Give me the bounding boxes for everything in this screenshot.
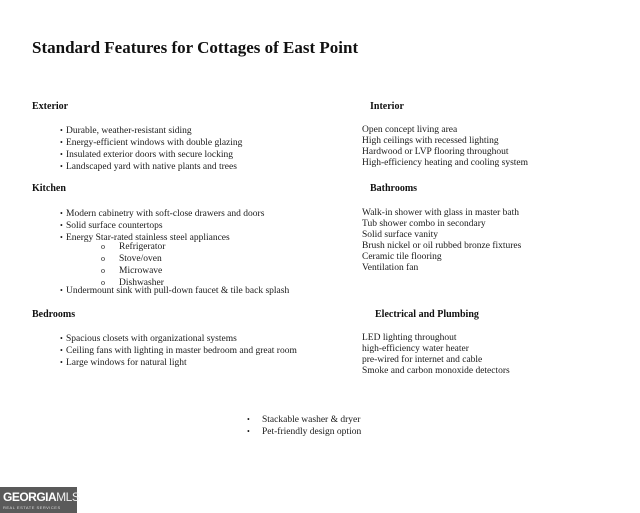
logo-suffix: MLS bbox=[56, 490, 80, 504]
bathrooms-list bbox=[362, 208, 521, 274]
list-item: LED lighting throughout bbox=[362, 333, 457, 343]
list-item: • Stackable washer & dryer bbox=[247, 414, 361, 426]
interior-heading: Interior bbox=[370, 101, 404, 112]
list-item: • Solid surface countertops bbox=[60, 220, 264, 232]
logo-tagline: REAL ESTATE SERVICES bbox=[3, 505, 61, 510]
bedrooms-list bbox=[60, 333, 297, 369]
list-item: Tub shower combo in secondary bbox=[362, 219, 486, 229]
list-item: • Pet-friendly design option bbox=[247, 426, 361, 438]
list-item: • Undermount sink with pull-down faucet & tile back splash bbox=[60, 285, 289, 297]
list-item: • Large windows for natural light bbox=[60, 357, 297, 369]
list-item: Hardwood or LVP flooring throughout bbox=[362, 147, 509, 157]
kitchen-list-last bbox=[60, 285, 289, 297]
logo-brand: GEORGIA bbox=[3, 490, 57, 504]
exterior-heading: Exterior bbox=[32, 101, 69, 112]
list-item: o Dishwasher bbox=[101, 277, 165, 289]
list-item: o Refrigerator bbox=[101, 241, 165, 253]
kitchen-heading: Kitchen bbox=[32, 183, 66, 194]
electrical-list bbox=[362, 333, 510, 377]
list-item: High-efficiency heating and cooling system bbox=[362, 158, 529, 168]
list-item: High ceilings with recessed lighting bbox=[362, 136, 499, 146]
bathrooms-heading: Bathrooms bbox=[370, 183, 418, 194]
extras-list bbox=[247, 414, 361, 438]
bedrooms-heading: Bedrooms bbox=[32, 309, 76, 320]
list-item: • Energy-efficient windows with double glazing bbox=[60, 137, 242, 149]
list-item: Walk-in shower with glass in master bath bbox=[362, 208, 520, 218]
list-item: Brush nickel or oil rubbed bronze fixtures bbox=[362, 241, 522, 251]
list-item: • Durable, weather-resistant siding bbox=[60, 125, 242, 137]
list-item: o Stove/oven bbox=[101, 253, 165, 265]
appliance-sublist bbox=[63, 241, 165, 289]
list-item: Smoke and carbon monoxide detectors bbox=[362, 366, 510, 376]
list-item: Open concept living area bbox=[362, 125, 458, 135]
list-item: Ventilation fan bbox=[362, 263, 419, 273]
exterior-list bbox=[60, 125, 242, 173]
list-item: • Ceiling fans with lighting in master bedroom and great room bbox=[60, 345, 297, 357]
list-item: Ceramic tile flooring bbox=[362, 252, 442, 262]
electrical-heading: Electrical and Plumbing bbox=[375, 309, 479, 320]
list-item: • Spacious closets with organizational systems bbox=[60, 333, 297, 345]
list-item: Solid surface vanity bbox=[362, 230, 438, 240]
list-item: • Landscaped yard with native plants and trees bbox=[60, 161, 242, 173]
list-item: pre-wired for internet and cable bbox=[362, 355, 483, 365]
list-item: o Microwave bbox=[101, 265, 165, 277]
list-item: • Energy Star-rated stainless steel appliances bbox=[60, 232, 264, 244]
kitchen-list bbox=[60, 208, 264, 244]
georgiamls-logo bbox=[0, 487, 80, 513]
list-item: • Insulated exterior doors with secure locking bbox=[60, 149, 242, 161]
page-title: Standard Features for Cottages of East Point bbox=[32, 38, 359, 57]
interior-list bbox=[362, 125, 528, 169]
list-item: high-efficiency water heater bbox=[362, 344, 469, 354]
list-item: • Modern cabinetry with soft-close drawers and doors bbox=[60, 208, 264, 220]
